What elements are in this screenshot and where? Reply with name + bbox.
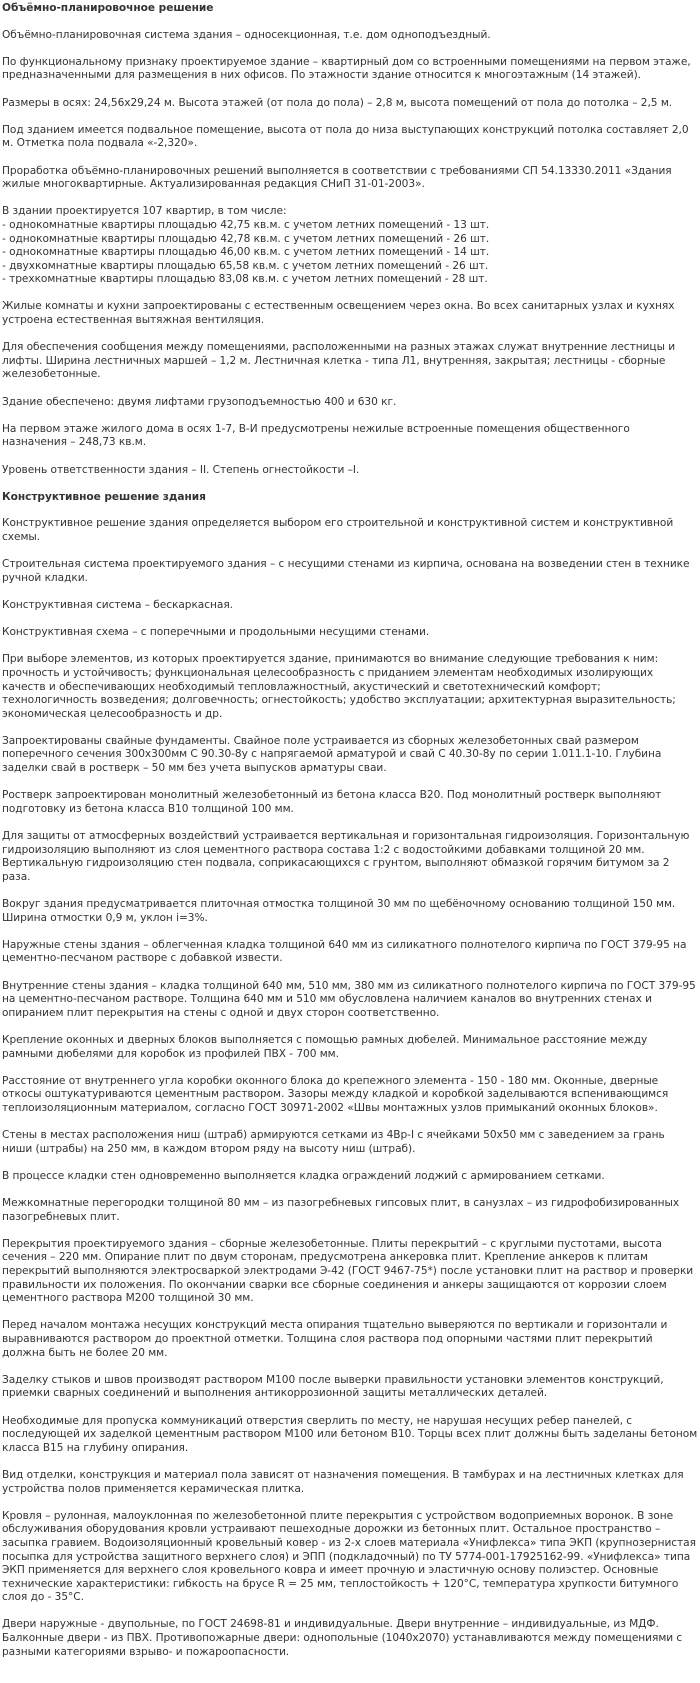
paragraph: Межкомнатные перегородки толщиной 80 мм – из пазогребневых гипсовых плит, в санузлах – из гидрофобизированных пазогребневых плит. bbox=[2, 1197, 680, 1223]
paragraph: Ростверк запроектирован монолитный железобетонный из бетона класса В20. Под монолитный ростверк выполняют подготовку из бетона класса В10 толщиной 100 мм. bbox=[2, 789, 662, 815]
paragraph: Наружные стены здания – облегченная кладка толщиной 640 мм из силикатного полнотелого кирпича по ГОСТ 379-95 на цементно-песчаном растворе с добавкой извести. bbox=[2, 938, 687, 965]
paragraph: Внутренние стены здания – кладка толщиной 640 мм, 510 мм, 380 мм из силикатного полнотелого кирпича по ГОСТ 379-95 на цементно-песчаном растворе. Толщина 640 мм и 510 мм обусловлена наличием каналов во внутренних стенах и опиранием плит перекрытия на стены с одной и двух сторон соответственно. bbox=[2, 979, 696, 1019]
structural-section-body bbox=[2, 517, 698, 1659]
section-heading-space-planning: Объёмно-планировочное решение bbox=[2, 2, 214, 14]
paragraph: Расстояние от внутреннего угла коробки оконного блока до крепежного элемента - 150 - 180 мм. Оконные, дверные откосы оштукатуриваются цементным раствором. Зазоры между кладкой и коробкой заделываются вспенивающимся теплоизоляционным материалом, согласно ГОСТ 30971-2002 «Швы монтажных узлов примыканий оконных блоков». bbox=[2, 1074, 669, 1114]
paragraph: Проработка объёмно-планировочных решений выполняется в соответствии с требованиями СП 54.13330.2011 «Здания жилые многоквартирные. Актуализированная редакция СНиП 31-01-2003». bbox=[2, 164, 672, 191]
apartment-item: - двухкомнатные квартиры площадью 65,58 кв.м. с учетом летних помещений - 26 шт. bbox=[2, 259, 489, 272]
apartment-item: - однокомнатные квартиры площадью 42,78 кв.м. с учетом летних помещений - 26 шт. bbox=[2, 232, 490, 245]
paragraph: В процессе кладки стен одновременно выполняется кладка ограждений лоджий с армированием сетками. bbox=[2, 1169, 605, 1182]
paragraph: Перекрытия проектируемого здания – сборные железобетонные. Плиты перекрытий – с круглыми пустотами, высота сечения – 220 мм. Опирание плит по двум сторонам, предусмотрена анкеровка плит. Крепление анкеров к плитам перекрытий выполняются электросваркой электродами Э-42 (ГОСТ 9467-75*) после установки плит на раствор и проверки правильности их положения. По окончании сварки все сборные соединения и анкеры защищаются от коррозии слоем цементного раствора М200 толщиной 30 мм. bbox=[2, 1237, 694, 1305]
paragraph: Здание обеспечено: двумя лифтами грузоподъемностью 400 и 630 кг. bbox=[2, 395, 397, 408]
paragraph: При выборе элементов, из которых проектируется здание, принимаются во внимание следующие требования к ним: прочность и устойчивость; функциональная целесообразность с приданием элементам необходимых изолирующих качеств и обеспечивающих необходимый тепловлажностный, акустический и светотехнический комфорт; технологичность возведения; долговечность; огнестойкость; удобство эксплуатации; архитектурная выразительность; экономическая целесообразность и др. bbox=[2, 653, 676, 720]
section-heading-structural: Конструктивное решение здания bbox=[2, 490, 206, 503]
paragraph: Уровень ответственности здания – II. Степень огнестойкости –I. bbox=[2, 463, 360, 476]
paragraph: Для защиты от атмосферных воздействий устраивается вертикальная и горизонтальная гидроизоляция. Горизонтальную гидроизоляцию выполняют из слоя цементного раствора состава 1:2 с водостойкими добавками толщиной 20 мм. Вертикальную гидроизоляцию стен подвала, соприкасающихся с грунтом, выполняют обмазкой горячим битумом за 2 раза. bbox=[2, 830, 690, 883]
apartments-intro: В здании проектируется 107 квартир, в том числе: bbox=[2, 205, 287, 218]
paragraph: Перед началом монтажа несущих конструкций места опирания тщательно выверяются по вертикали и горизонтали и выравниваются раствором до проектной отметки. Толщина слоя раствора под опорными частями плит перекрытий должна быть не более 20 мм. bbox=[2, 1319, 668, 1359]
paragraph: Вокруг здания предусматривается плиточная отмостка толщиной 30 мм по щебёночному основанию толщиной 150 мм. Ширина отмостки 0,9 м, уклон i=3%. bbox=[2, 898, 676, 924]
paragraph: Строительная система проектируемого здания – с несущими стенами из кирпича, основана на возведении стен в технике ручной кладки. bbox=[2, 558, 690, 584]
paragraph: Вид отделки, конструкция и материал пола зависят от назначения помещения. В тамбурах и на лестничных клетках для устройства полов применяется керамическая плитка. bbox=[2, 1468, 684, 1495]
apartment-item: - трехкомнатные квартиры площадью 83,08 кв.м. с учетом летних помещений - 28 шт. bbox=[2, 273, 488, 286]
paragraph: Кровля – рулонная, малоуклонная по железобетонной плите перекрытия с устройством водоприемных воронок. В зоне обслуживания оборудования кровли устраивают пешеходные дорожки из бетонных плит. Остальное пространство – засыпка гравием. Водоизоляционный кровельный ковер - из 2-х слоев материала «Унифлекса» типа ЭКП (крупнозернистая посыпка для устройства защитного верхнего слоя) и ЭПП (подкладочный) по ТУ 5774-001-17925162-99. «Унифлекса» типа ЭКП применяется для верхнего слоя кровельного ковра и имеет прочную и эластичную основу полиэстер. Основные технические характеристики: гибкость на брусе R = 25 мм, теплостойкость + 120°С, температура хрупкости битумного слоя до - 35°С. bbox=[2, 1509, 696, 1604]
apartments-list bbox=[2, 205, 698, 287]
paragraph: Запроектированы свайные фундаменты. Свайное поле устраивается из сборных железобетонных свай размером поперечного сечения 300х300мм С 90.30-8у с напрягаемой арматурой и свай С 40.30-8у по серии 1.011.1-10. Глубина заделки свай в ростверк – 50 мм без учета выпусков арматуры сваи. bbox=[2, 734, 662, 775]
paragraph: Конструктивная система – бескаркасная. bbox=[2, 598, 233, 611]
paragraph: Для обеспечения сообщения между помещениями, расположенными на разных этажах служат внутренние лестницы и лифты. Ширина лестничных маршей – 1,2 м. Лестничная клетка - типа Л1, внутренняя, закрытая; лестницы - сборные железобетонные. bbox=[2, 341, 676, 381]
paragraph: Крепление оконных и дверных блоков выполняется с помощью рамных дюбелей. Минимальное расстояние между рамными дюбелями для коробок из профилей ПВХ - 700 мм. bbox=[2, 1033, 648, 1060]
paragraph: Конструктивное решение здания определяется выбором его строительной и конструктивной систем и конструктивной схемы. bbox=[2, 517, 674, 543]
paragraph: Объёмно-планировочная система здания – односекционная, т.е. дом одноподъездный. bbox=[2, 28, 491, 41]
paragraph: Двери наружные - двупольные, по ГОСТ 24698-81 и индивидуальные. Двери внутренние – индивидуальные, из МДФ. Балконные двери - из ПВХ. Противопожарные двери: однопольные (1040х2070) устанавливаются между помещениями с разными категориями взрыво- и пожароопасности. bbox=[2, 1618, 683, 1658]
paragraph: Жилые комнаты и кухни запроектированы с естественным освещением через окна. Во всех санитарных узлах и кухнях устроена естественная вытяжная вентиляция. bbox=[2, 300, 675, 327]
paragraph: Размеры в осях: 24,56х29,24 м. Высота этажей (от пола до пола) – 2,8 м, высота помещений от пола до потолка – 2,5 м. bbox=[2, 96, 673, 109]
paragraph: Необходимые для пропуска коммуникаций отверстия сверлить по месту, не нарушая несущих ребер панелей, с последующей их заделкой цементным раствором М100 или бетоном В10. Торцы всех плит должны быть заделаны бетоном класса В15 на глубину опирания. bbox=[2, 1414, 698, 1454]
apartment-item: - однокомнатные квартиры площадью 42,75 кв.м. с учетом летних помещений - 13 шт. bbox=[2, 218, 490, 231]
paragraph: По функциональному признаку проектируемое здание – квартирный дом со встроенными помещениями на первом этаже, предназначенными для размещения в них офисов. По этажности здание относится к многоэтажным (14 этажей). bbox=[2, 55, 691, 82]
apartment-item: - однокомнатные квартиры площадью 46,00 кв.м. с учетом летних помещений - 14 шт. bbox=[2, 246, 490, 259]
paragraph: Стены в местах расположения ниш (штраб) армируются сетками из 4Вр-I с ячейками 50х50 мм с заведением за грань ниши (штрабы) на 250 мм, в каждом втором ряду на высоту ниш (штраб). bbox=[2, 1129, 665, 1155]
paragraph: Конструктивная схема – с поперечными и продольными несущими стенами. bbox=[2, 626, 430, 639]
paragraph: Под зданием имеется подвальное помещение, высота от пола до низа выступающих конструкций потолка составляет 2,0 м. Отметка пола подвала «-2,320». bbox=[2, 123, 689, 150]
paragraph: На первом этаже жилого дома в осях 1-7, В-И предусмотрены нежилые встроенные помещения общественного назначения – 248,73 кв.м. bbox=[2, 422, 630, 449]
paragraph: Заделку стыков и швов производят раствором М100 после выверки правильности установки элементов конструкций, приемки сварных соединений и выполнения антикоррозионной защиты металлических деталей. bbox=[2, 1373, 664, 1400]
